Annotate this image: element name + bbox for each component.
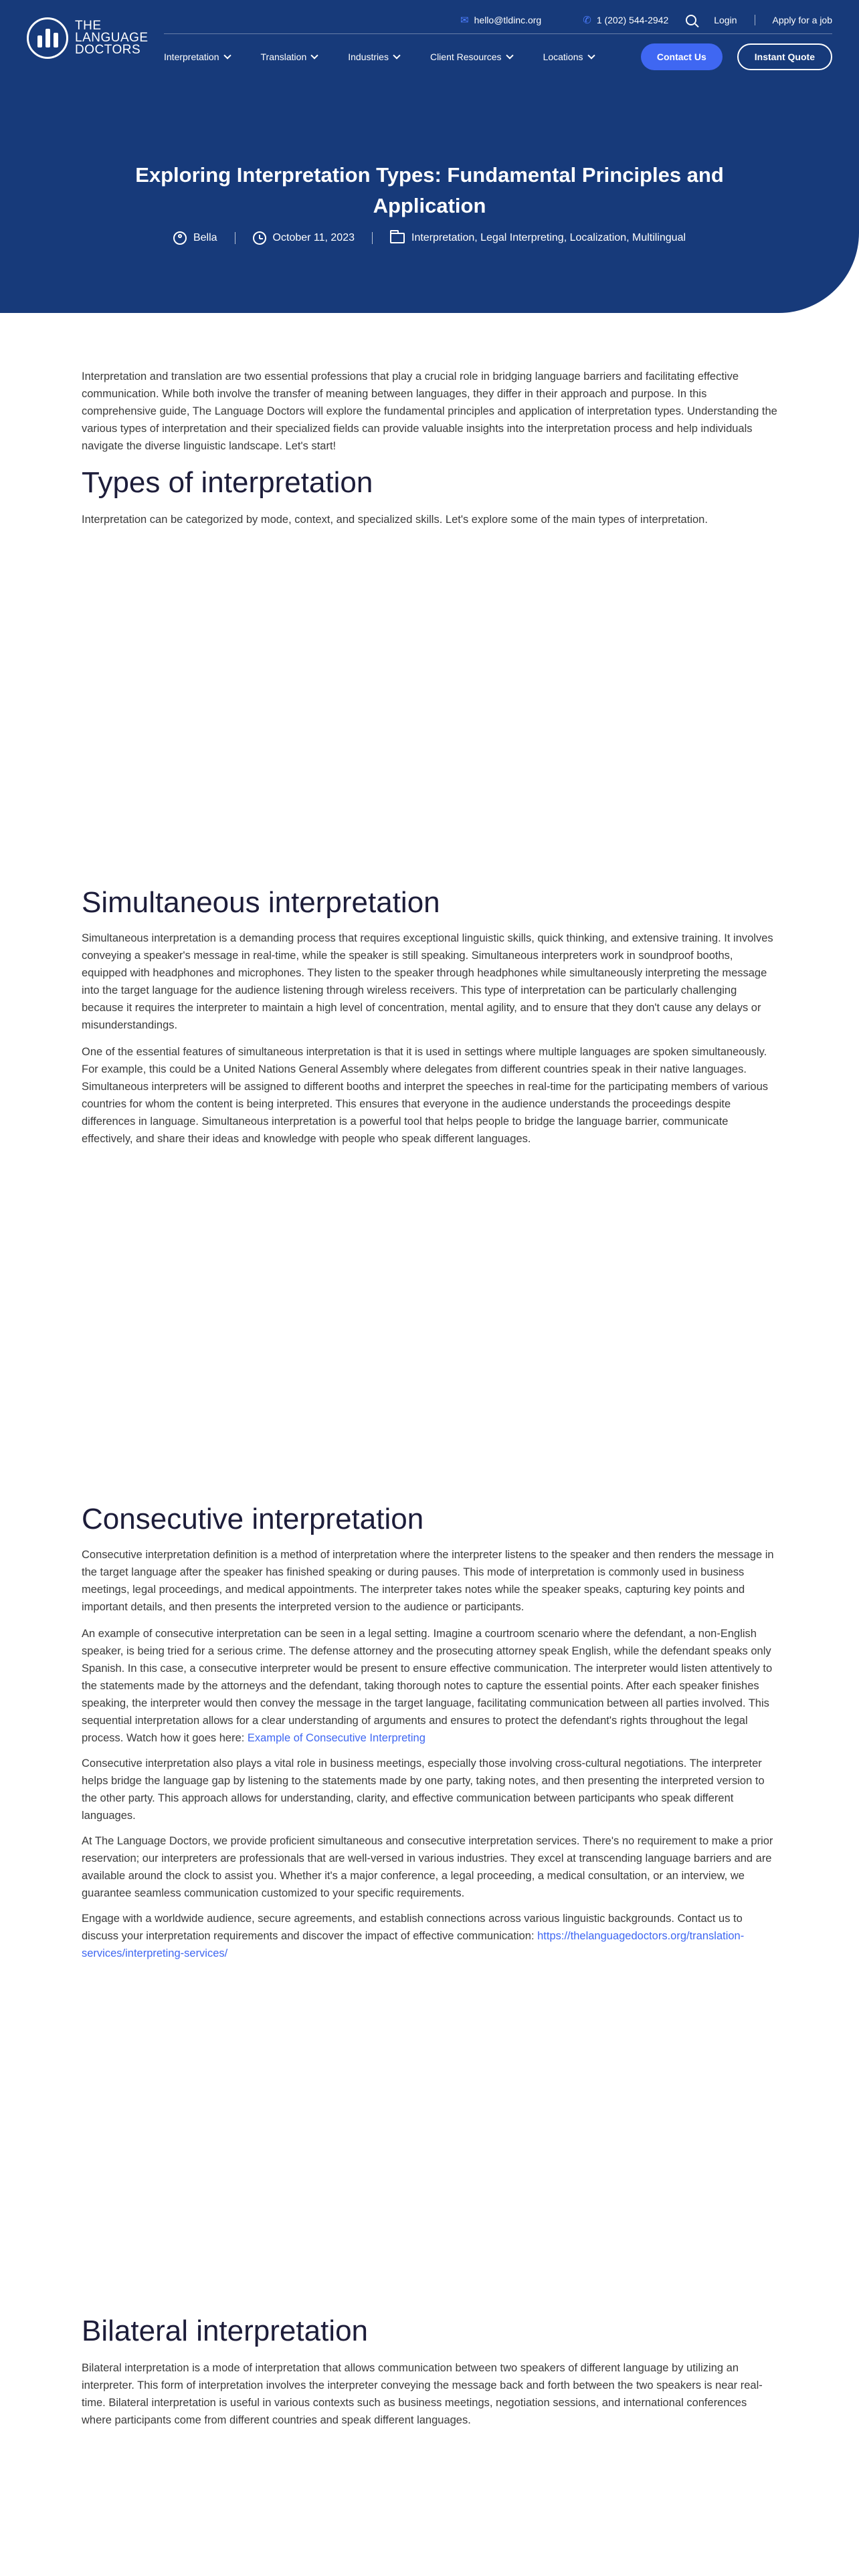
consecutive-paragraph-5 xyxy=(82,1910,779,1962)
logo-mark-icon xyxy=(27,17,68,59)
intro-paragraph: Interpretation and translation are two essential professions that play a crucial role in bridging language barriers and facilitating effective communication. While both involve the transfer of meaning between languages, they differ in their approach and purpose. In this comprehensive guide, The Language Doctors will explore the fundamental principles and application of interpretation types. Understanding the various types of interpretation and their specialized fields can provide valuable insights into the interpretation process and help individuals navigate the diverse linguistic landscape. Let's start! xyxy=(82,370,777,452)
nav-label: Industries xyxy=(348,51,389,62)
section-heading-bilateral: Bilateral interpretation xyxy=(82,2315,369,2347)
chevron-down-icon xyxy=(506,51,513,59)
brand-line-3: DOCTORS xyxy=(75,43,141,57)
user-icon xyxy=(173,231,187,245)
phone-link[interactable] xyxy=(583,14,668,26)
nav-item-interpretation[interactable] xyxy=(164,51,230,62)
author-name: Bella xyxy=(193,232,217,243)
main-nav xyxy=(164,43,832,71)
consecutive-paragraph-2 xyxy=(82,1625,779,1747)
simultaneous-paragraph-2: One of the essential features of simultaneous interpretation is that it is used in settings where multiple languages are spoken simultaneously. For example, this could be a United Nations General Assembly where delegates from different countries speak in their native languages. Simultaneous interpreters will be assigned to different booths and interpret the speeches in real-time for the participating members of various countries for whom the content is being interpreted. This ensures that everyone in the audience understands the proceedings despite differences in language. Simultaneous interpretation is a powerful tool that helps people to bridge the language barrier, communicate effectively, and share their ideas and knowledge with people who speak different languages. xyxy=(82,1046,768,1145)
clock-icon xyxy=(253,231,266,245)
interpreting-services-link[interactable]: https://thelanguagedoctors.org/translation-services/interpreting-services/ xyxy=(82,1930,745,1959)
consecutive-example-link[interactable]: Example of Consecutive Interpreting xyxy=(247,1732,425,1744)
nav-item-industries[interactable] xyxy=(348,51,399,62)
page-title: Exploring Interpretation Types: Fundamental Principles and Application xyxy=(135,163,724,217)
nav-item-locations[interactable] xyxy=(543,51,594,62)
email-text: hello@tldinc.org xyxy=(474,15,542,25)
nav-label: Locations xyxy=(543,51,583,62)
section-heading-simultaneous: Simultaneous interpretation xyxy=(82,886,440,919)
brand-logo[interactable] xyxy=(27,17,149,59)
phone-text: 1 (202) 544-2942 xyxy=(596,15,669,25)
apply-job-link[interactable]: Apply for a job xyxy=(772,15,832,25)
post-categories[interactable] xyxy=(390,232,686,244)
brand-line-2: LANGUAGE xyxy=(75,31,149,45)
envelope-icon: ✉ xyxy=(460,15,469,26)
consecutive-paragraph-2-text: An example of consecutive interpretation can be seen in a legal setting. Imagine a courtroom scenario where the defendant, a non-English speaker, is being tried for a serious crime. The defense attorney and the prosecuting attorney speak English, while the defendant speaks only Spanish. In this case, a consecutive interpreter would be present to ensure effective communication. The interpreter would listen attentively to the statements made by the attorneys and the defendant, taking thorough notes to capture the essential points. After each speaker finishes speaking, the interpreter would then convey the message in the target language, facilitating communication between all parties involved. This sequential interpretation allows for a clear understanding of arguments and ensures to protect the defendant's rights throughout the legal process. Watch how it goes here: xyxy=(82,1628,773,1744)
section-heading-types: Types of interpretation xyxy=(82,466,373,499)
search-icon[interactable] xyxy=(686,15,696,25)
post-author[interactable] xyxy=(173,231,217,245)
brand-line-1: THE xyxy=(75,19,102,33)
types-paragraph: Interpretation can be categorized by mode, context, and specialized skills. Let's explore some of the main types of interpretation. xyxy=(82,514,708,526)
date-text: October 11, 2023 xyxy=(272,232,355,243)
login-link[interactable]: Login xyxy=(714,15,737,25)
consecutive-paragraph-1: Consecutive interpretation definition is a method of interpretation where the interpreter listens to the speaker and then renders the message in the target language after the speaker has finished speaking or during pauses. This mode of interpretation is commonly used in business meetings, legal proceedings, and medical appointments. The interpreter takes notes while the speaker speaks, capturing key points and important details, and then presents the interpreted version to the audience or participants. xyxy=(82,1549,774,1613)
post-meta xyxy=(0,231,859,245)
contact-us-button[interactable]: Contact Us xyxy=(641,43,723,70)
top-bar xyxy=(164,7,832,34)
consecutive-paragraph-3: Consecutive interpretation also plays a vital role in business meetings, especially those involving cross-cultural negotiations. The interpreter helps bridge the language gap by listening to the statements made by one party, taking notes, and then presenting the interpreted version to the other party. This approach allows for understanding, clarity, and effective communication between participants who speak different languages. xyxy=(82,1757,765,1822)
bilateral-paragraph-1: Bilateral interpretation is a mode of interpretation that allows communication between two speakers of different language by utilizing an interpreter. This form of interpretation involves the interpreter conveying the message back and forth between the two speakers is near real-time. Bilateral interpretation is useful in various contexts such as business meetings, negotiation sessions, and international conferences where participants come from different countries and speak different languages. xyxy=(82,2362,763,2426)
chevron-down-icon xyxy=(311,51,318,59)
nav-item-translation[interactable] xyxy=(261,51,318,62)
chevron-down-icon xyxy=(587,51,595,59)
phone-icon: ✆ xyxy=(583,15,591,26)
consecutive-paragraph-4: At The Language Doctors, we provide proficient simultaneous and consecutive interpretation services. There's no requirement to make a prior reservation; our interpreters are professionals that are well-versed in various industries. They excel at transcending language barriers and are available around the clock to assist you. Whether it's a major conference, a legal proceeding, a medical consultation, or an interview, we guarantee seamless communication customized to your specific requirements. xyxy=(82,1835,773,1899)
categories-text: Interpretation, Legal Interpreting, Localization, Multilingual xyxy=(411,232,686,243)
nav-item-client-resources[interactable] xyxy=(430,51,512,62)
nav-label: Translation xyxy=(260,51,307,62)
instant-quote-button[interactable]: Instant Quote xyxy=(737,43,832,70)
chevron-down-icon xyxy=(223,51,231,59)
section-heading-consecutive: Consecutive interpretation xyxy=(82,1503,424,1535)
folder-icon xyxy=(390,233,405,243)
brand-name xyxy=(75,20,149,56)
nav-label: Interpretation xyxy=(164,51,219,62)
divider xyxy=(372,232,373,244)
email-link[interactable] xyxy=(460,14,541,26)
simultaneous-paragraph-1: Simultaneous interpretation is a demanding process that requires exceptional linguistic skills, quick thinking, and extensive training. It involves conveying a speaker's message in real-time, while the speaker is still speaking. Simultaneous interpreters work in soundproof booths, equipped with headphones and microphones. They listen to the speaker through headphones while simultaneously interpreting the message into the target language for the audience listening through wireless receivers. This type of interpretation can be particularly challenging because it requires the interpreter to maintain a high level of concentration, mental agility, and to ensure that they don't cause any delays or misunderstandings. xyxy=(82,932,773,1031)
chevron-down-icon xyxy=(393,51,400,59)
consecutive-paragraph-5-text: Engage with a worldwide audience, secure agreements, and establish connections across various linguistic backgrounds. Contact us to discuss your interpretation requirements and discover the impact of effective communication: xyxy=(82,1913,743,1942)
post-date xyxy=(253,231,355,245)
nav-label: Client Resources xyxy=(430,51,502,62)
hero-header xyxy=(0,0,859,313)
